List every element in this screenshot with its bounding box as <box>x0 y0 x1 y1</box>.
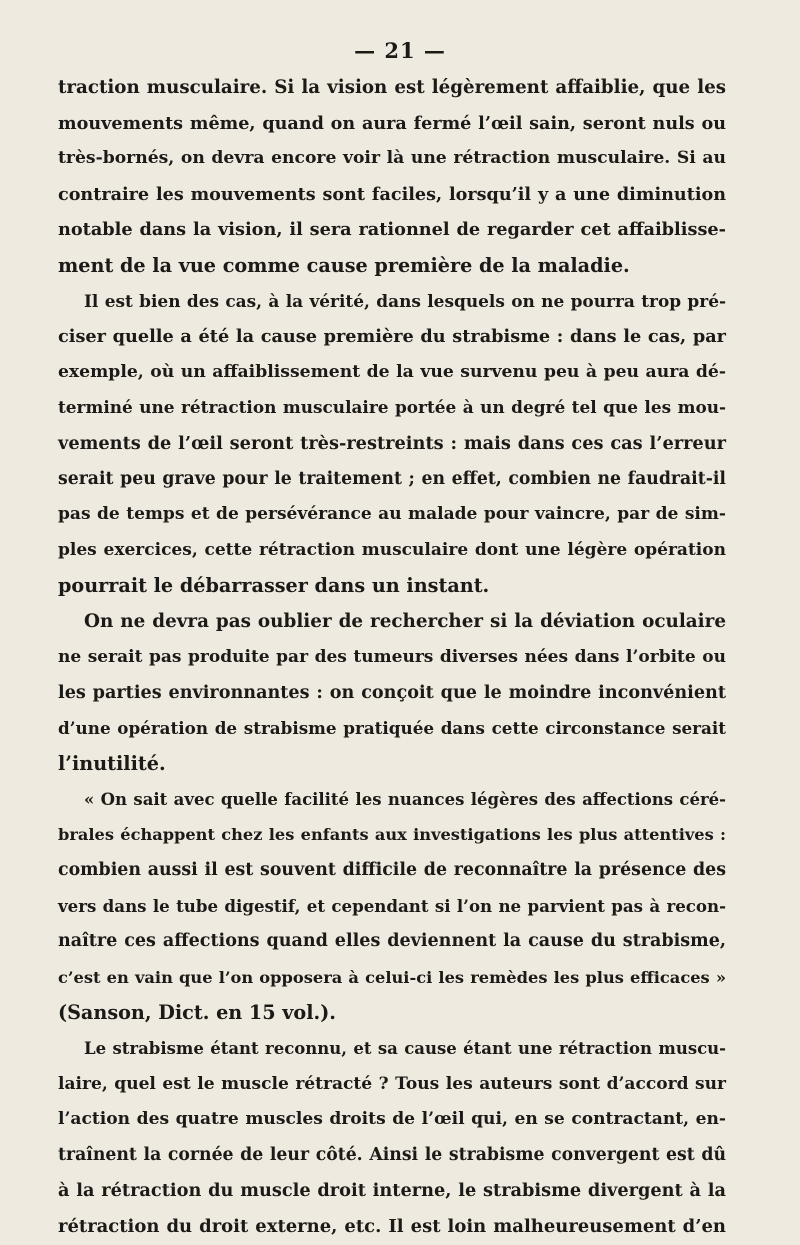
text-line: Il est bien des cas, à la vérité, dans lesquels on ne pourra trop pré- <box>84 290 726 311</box>
text-line: laire, quel est le muscle rétracté ? Tous les auteurs sont d’accord sur <box>58 1073 726 1094</box>
text-line: ne serait pas produite par des tumeurs diverses nées dans l’orbite ou <box>58 646 726 667</box>
text-line: ment de la vue comme cause première de la maladie. <box>58 253 630 277</box>
body-text <box>58 70 726 1245</box>
text-line: Le strabisme étant reconnu, et sa cause étant une rétraction muscu- <box>84 1038 726 1059</box>
text-line: l’action des quatre muscles droits de l’œil qui, en se contractant, en- <box>58 1109 726 1130</box>
text-line: naître ces affections quand elles deviennent la cause du strabisme, <box>58 931 726 952</box>
text-line: mouvements même, quand on aura fermé l’œil sain, seront nuls ou <box>58 112 726 134</box>
text-line: combien aussi il est souvent difficile de reconnaître la présence des <box>58 860 726 881</box>
page-number: — 21 — <box>354 38 446 63</box>
text-line: traction musculaire. Si la vision est légèrement affaiblie, que les <box>58 77 726 98</box>
text-line: terminé une rétraction musculaire portée à un degré tel que les mou- <box>58 397 726 418</box>
text-line: rétraction du droit externe, etc. Il est loin malheureusement d’en <box>58 1216 726 1237</box>
text-line: vements de l’œil seront très-restreints : mais dans ces cas l’erreur <box>58 432 726 454</box>
text-line: contraire les mouvements sont faciles, lorsqu’il y a une diminution <box>58 183 726 205</box>
text-line: brales échappent chez les enfants aux investigations les plus attentives : <box>58 825 726 845</box>
text-line: (Sanson, Dict. en 15 vol.). <box>58 1001 336 1025</box>
text-line: à la rétraction du muscle droit interne, le strabisme divergent à la <box>58 1180 726 1202</box>
text-line: On ne devra pas oublier de rechercher si la déviation oculaire <box>84 610 726 632</box>
text-line: ciser quelle a été la cause première du strabisme : dans le cas, par <box>58 326 726 348</box>
text-line: d’une opération de strabisme pratiquée dans cette circonstance serait <box>58 717 726 738</box>
text-line: notable dans la vision, il sera rationnel de regarder cet affaiblisse- <box>58 219 726 241</box>
text-line: ples exercices, cette rétraction musculaire dont une légère opération <box>58 539 726 560</box>
text-line: l’inutilité. <box>58 752 166 776</box>
text-line: très-bornés, on devra encore voir là une rétraction musculaire. Si au <box>58 148 726 169</box>
text-line: exemple, où un affaiblissement de la vue survenu peu à peu aura dé- <box>58 361 726 382</box>
text-line: les parties environnantes : on conçoit que le moindre inconvénient <box>58 682 726 704</box>
text-line: serait peu grave pour le traitement ; en effet, combien ne faudrait-il <box>58 468 726 489</box>
text-line: vers dans le tube digestif, et cependant si l’on ne parvient pas à recon- <box>58 895 726 916</box>
text-line: pas de temps et de persévérance au malade pour vaincre, par de sim- <box>58 504 726 525</box>
text-line: « On sait avec quelle facilité les nuances légères des affections céré- <box>84 788 726 809</box>
text-line: pourrait le débarrasser dans un instant. <box>58 574 490 598</box>
text-line: c’est en vain que l’on opposera à celui-ci les remèdes les plus efficaces » <box>58 967 726 987</box>
text-line: traînent la cornée de leur côté. Ainsi le strabisme convergent est dû <box>58 1144 726 1165</box>
